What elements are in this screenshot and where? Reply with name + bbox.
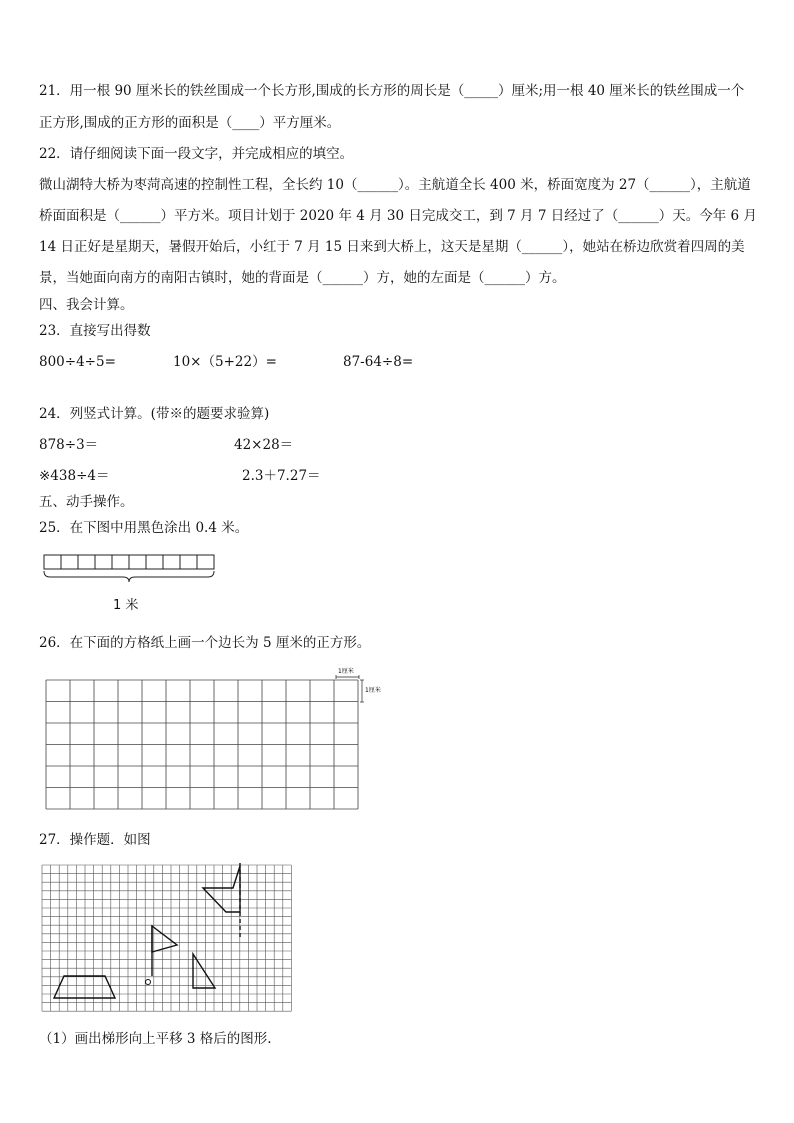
q23-expression-3: 87-64÷8= [343, 354, 414, 370]
q22-paragraph-line2: 桥面面积是（______）平方米。项目计划于 2020 年 4 月 30 日完成交工，到 7 月 7 日经过了（______）天。今年 6 月 [39, 208, 757, 224]
q26-unit-width-label: 1厘米 [338, 668, 354, 675]
q27-title: 27．操作题．如图 [39, 832, 151, 848]
q23-expression-1: 800÷4÷5= [39, 354, 116, 370]
q27-flag [152, 926, 177, 952]
q21-line2: 正方形,围成的正方形的面积是（____）平方厘米。 [39, 115, 341, 131]
q25-title: 25．在下图中用黑色涂出 0.4 米。 [39, 520, 249, 536]
q27-half-shape [203, 866, 240, 912]
q24-title: 24．列竖式计算。(带※的题要求验算) [39, 406, 270, 422]
q27-rotation-point [146, 980, 151, 985]
q22-paragraph-line3: 14 日正好是星期天，暑假开始后，小红于 7 月 15 日来到大桥上，这天是星期（______），她站在桥边欣赏着四周的美 [39, 239, 745, 255]
q27-trapezoid [54, 976, 115, 998]
q23-expression-2: 10×（5+22）= [173, 354, 277, 370]
q24-expression-1: 878÷3＝ [39, 437, 99, 453]
q23-title: 23．直接写出得数 [39, 323, 151, 339]
q22-paragraph-line4: 景，当她面向南方的南阳古镇时，她的背面是（______）方，她的左面是（______）方。 [39, 270, 566, 286]
q24-expression-4: 2.3＋7.27＝ [242, 468, 321, 484]
section-four-heading: 四、我会计算。 [39, 297, 134, 313]
q22-title: 22．请仔细阅读下面一段文字，并完成相应的填空。 [39, 146, 354, 162]
q26-grid-paper [40, 664, 390, 814]
section-five-heading: 五、动手操作。 [39, 494, 134, 510]
q27-grid-figure [38, 858, 298, 1018]
q27-triangle [193, 954, 215, 988]
q21-line1: 21．用一根 90 厘米长的铁丝围成一个长方形,围成的长方形的周长是（_____）厘米;用一根 40 厘米长的铁丝围成一个 [39, 83, 745, 99]
q22-paragraph-line1: 微山湖特大桥为枣菏高速的控制性工程，全长约 10（______）。主航道全长 400 米，桥面宽度为 27（______），主航道 [39, 177, 751, 193]
q26-unit-height-label: 1厘米 [365, 687, 381, 694]
q27-subquestion-1: （1）画出梯形向上平移 3 格后的图形. [39, 1031, 272, 1047]
q25-length-label: 1 米 [113, 598, 139, 613]
q26-title: 26．在下面的方格纸上画一个边长为 5 厘米的正方形。 [39, 635, 371, 651]
q24-expression-2: 42×28＝ [234, 437, 294, 453]
q24-expression-3: ※438÷4＝ [39, 468, 110, 484]
q25-meter-strip [40, 551, 220, 585]
